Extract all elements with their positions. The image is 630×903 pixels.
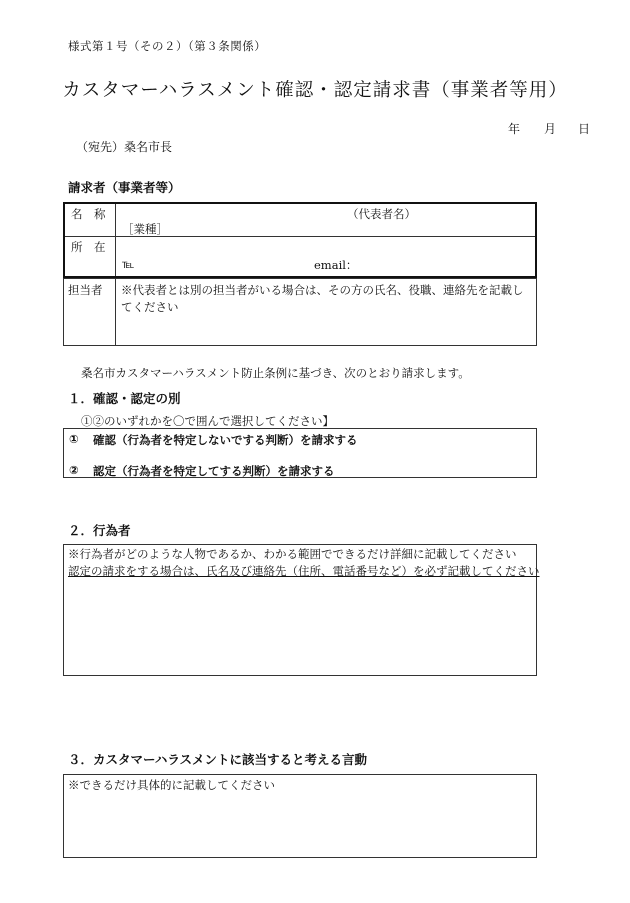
industry-label: ［業種］ (122, 222, 168, 236)
contact-column-divider (115, 278, 116, 346)
contact-note: ※代表者とは別の担当者がいる場合は、その方の氏名、役職、連絡先を記載してください (121, 283, 524, 314)
requester-column-divider (115, 204, 116, 276)
form-number: 様式第１号（その２）（第３条関係） (68, 39, 267, 53)
date-month-label: 月 (544, 122, 557, 136)
section1-heading: １．確認・認定の別 (68, 391, 181, 406)
addressee: （宛先）桑名市長 (76, 140, 173, 154)
section1-instruction: ①②のいずれかを〇で囲んで選択してください】 (81, 414, 334, 428)
intro-text: 桑名市カスタマーハラスメント防止条例に基づき、次のとおり請求します。 (81, 366, 470, 380)
section2-note2: 認定の請求をする場合は、氏名及び連絡先（住所、電話番号など）を必ず記載してください (68, 564, 540, 578)
representative-label: （代表者名） (347, 207, 416, 221)
section3-heading: ３．カスタマーハラスメントに該当すると考える言動 (68, 752, 368, 767)
section3-note: ※できるだけ具体的に記載してください (68, 778, 275, 792)
date-day-label: 日 (578, 122, 591, 136)
email-label: email： (314, 258, 358, 272)
option1-text: 確認（行為者を特定しないでする判断）を請求する (93, 433, 358, 447)
date-year-label: 年 (508, 122, 521, 136)
option2-text: 認定（行為者を特定してする判断）を請求する (93, 464, 335, 478)
address-label: 所 在 (71, 240, 106, 254)
requester-heading: 請求者（事業者等） (68, 180, 181, 195)
document-title: カスタマーハラスメント確認・認定請求書（事業者等用） (62, 80, 568, 101)
tel-label: ℡ (122, 257, 135, 271)
section2-note1: ※行為者がどのような人物であるか、わかる範囲でできるだけ詳細に記載してください (68, 547, 517, 561)
contact-label: 担当者 (68, 283, 103, 297)
option2-number: ② (69, 463, 79, 477)
option1-number: ① (69, 432, 79, 446)
name-label: 名 称 (71, 207, 106, 221)
section2-heading: ２．行為者 (68, 523, 131, 538)
